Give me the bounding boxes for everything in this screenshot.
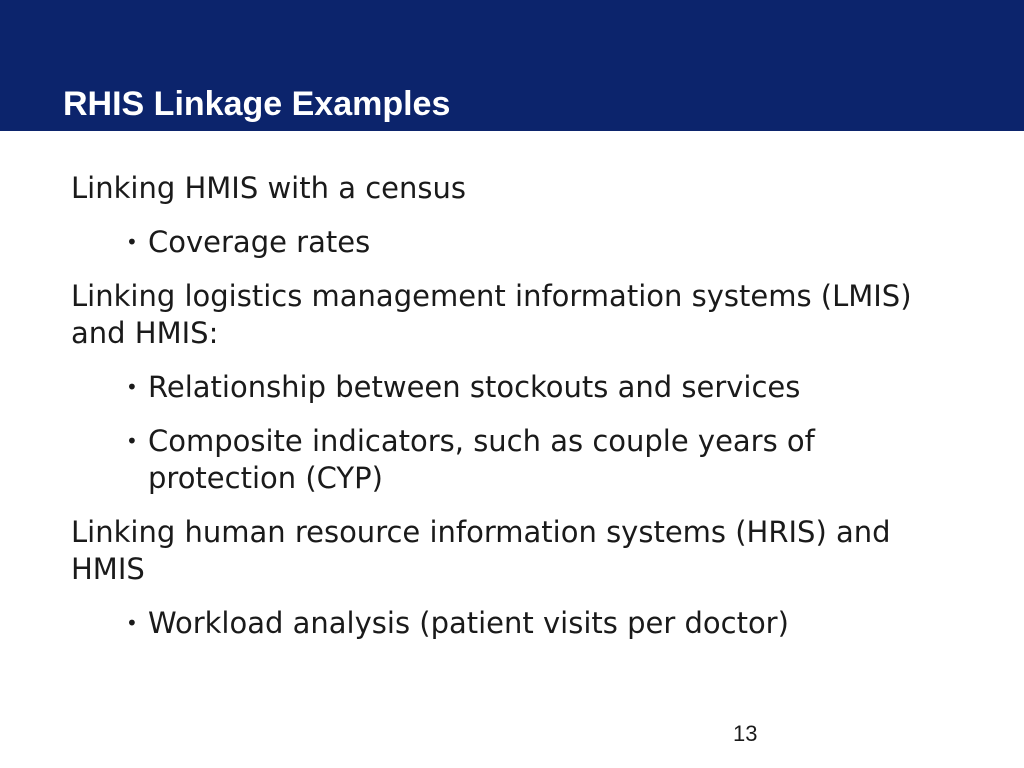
bullet-item xyxy=(126,605,951,642)
bullet-text: Composite indicators, such as couple years of protection (CYP) xyxy=(148,424,815,495)
bullet-text: Relationship between stockouts and services xyxy=(148,370,801,404)
bullet-dot-icon: • xyxy=(126,611,138,635)
bullet-dot-icon: • xyxy=(126,375,138,399)
topic-hris-linkage: Linking human resource information systems (HRIS) and HMIS xyxy=(71,515,891,586)
slide-title: RHIS Linkage Examples xyxy=(63,85,451,123)
bullet-item xyxy=(126,369,951,406)
topic-lmis-linkage: Linking logistics management information systems (LMIS) and HMIS: xyxy=(71,279,912,350)
bullet-text: Coverage rates xyxy=(148,225,371,259)
bullet-dot-icon: • xyxy=(126,429,138,453)
bullet-item xyxy=(126,224,951,261)
page-number: 13 xyxy=(733,721,758,746)
topic-census-linkage: Linking HMIS with a census xyxy=(71,171,466,205)
bullet-text: Workload analysis (patient visits per doctor) xyxy=(148,606,789,640)
bullet-dot-icon: • xyxy=(126,230,138,254)
slide-body xyxy=(71,170,951,659)
bullet-item xyxy=(126,423,951,497)
